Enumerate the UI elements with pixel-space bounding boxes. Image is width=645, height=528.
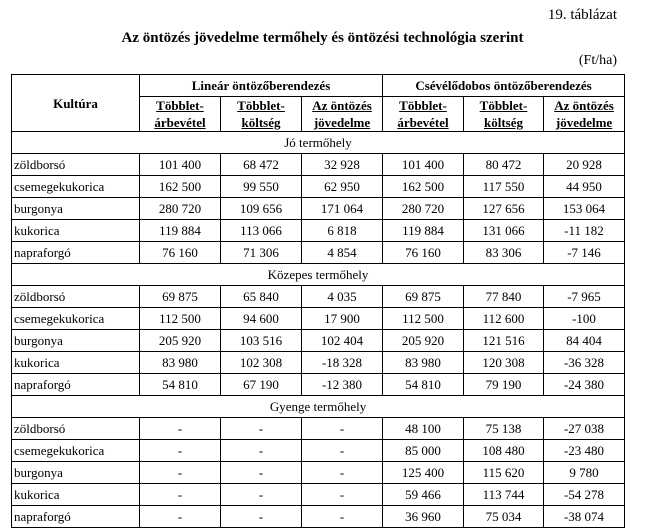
crop-cell: burgonya [12,198,140,220]
value-cell: 32 928 [302,154,383,176]
value-cell: 102 404 [302,330,383,352]
value-cell: 76 160 [383,242,464,264]
table-row [12,352,625,374]
value-cell: 54 810 [140,374,221,396]
crop-cell: csemegekukorica [12,308,140,330]
value-cell: 94 600 [221,308,302,330]
value-cell: 113 744 [464,484,544,506]
value-cell: 112 600 [464,308,544,330]
header-group-reel: Csévélődobos öntözőberendezés [383,75,625,97]
table-row [12,286,625,308]
value-cell: -27 038 [544,418,625,440]
value-cell: 120 308 [464,352,544,374]
value-cell: - [302,462,383,484]
header-extra-revenue: Többlet- árbevétel [383,97,464,132]
crop-cell: zöldborsó [12,154,140,176]
value-cell: 59 466 [383,484,464,506]
table-row [12,176,625,198]
value-cell: 9 780 [544,462,625,484]
crop-cell: napraforgó [12,506,140,528]
value-cell: 76 160 [140,242,221,264]
header-irrigation-income: Az öntözés jövedelme [544,97,625,132]
value-cell: 4 854 [302,242,383,264]
value-cell: - [140,440,221,462]
table-row [12,242,625,264]
crop-cell: burgonya [12,330,140,352]
value-cell: 68 472 [221,154,302,176]
crop-cell: zöldborsó [12,418,140,440]
value-cell: - [302,506,383,528]
value-cell: - [221,418,302,440]
value-cell: 115 620 [464,462,544,484]
value-cell: 54 810 [383,374,464,396]
value-cell: 62 950 [302,176,383,198]
header-extra-cost: Többlet- költség [464,97,544,132]
value-cell: - [221,462,302,484]
value-cell: - [302,484,383,506]
value-cell: 171 064 [302,198,383,220]
value-cell: - [302,418,383,440]
crop-cell: csemegekukorica [12,176,140,198]
value-cell: 112 500 [140,308,221,330]
value-cell: 119 884 [383,220,464,242]
table-row [12,462,625,484]
table-row [12,330,625,352]
table-row [12,374,625,396]
value-cell: 17 900 [302,308,383,330]
table-row [12,198,625,220]
table-number: 19. táblázat [547,7,617,23]
value-cell: 205 920 [140,330,221,352]
value-cell: 71 306 [221,242,302,264]
value-cell: 77 840 [464,286,544,308]
value-cell: 83 980 [140,352,221,374]
value-cell: 131 066 [464,220,544,242]
value-cell: 121 516 [464,330,544,352]
value-cell: 117 550 [464,176,544,198]
value-cell: 6 818 [302,220,383,242]
value-cell: -54 278 [544,484,625,506]
value-cell: -24 380 [544,374,625,396]
value-cell: -7 965 [544,286,625,308]
header-group-row [12,75,625,97]
section-row [12,264,625,286]
section-title: Gyenge termőhely [12,396,625,418]
value-cell: 20 928 [544,154,625,176]
value-cell: 113 066 [221,220,302,242]
value-cell: 65 840 [221,286,302,308]
value-cell: 205 920 [383,330,464,352]
value-cell: 162 500 [140,176,221,198]
value-cell: -23 480 [544,440,625,462]
value-cell: - [302,440,383,462]
value-cell: 84 404 [544,330,625,352]
header-extra-cost: Többlet- költség [221,97,302,132]
table-row [12,418,625,440]
value-cell: 112 500 [383,308,464,330]
value-cell: - [221,506,302,528]
value-cell: - [140,506,221,528]
value-cell: 101 400 [383,154,464,176]
value-cell: 80 472 [464,154,544,176]
value-cell: -38 074 [544,506,625,528]
value-cell: 75 034 [464,506,544,528]
section-row [12,132,625,154]
table-row [12,154,625,176]
header-crop: Kultúra [12,75,140,132]
table-title: Az öntözés jövedelme termőhely és öntözési technológia szerint [121,30,524,46]
table-row [12,484,625,506]
value-cell: 280 720 [140,198,221,220]
value-cell: 101 400 [140,154,221,176]
value-cell: -12 380 [302,374,383,396]
crop-cell: csemegekukorica [12,440,140,462]
value-cell: 102 308 [221,352,302,374]
value-cell: - [140,462,221,484]
table-row [12,506,625,528]
section-title: Jó termőhely [12,132,625,154]
value-cell: 83 306 [464,242,544,264]
value-cell: - [140,418,221,440]
value-cell: 162 500 [383,176,464,198]
value-cell: - [221,484,302,506]
value-cell: 67 190 [221,374,302,396]
value-cell: -36 328 [544,352,625,374]
value-cell: 75 138 [464,418,544,440]
header-group-linear: Lineár öntözőberendezés [140,75,383,97]
value-cell: 4 035 [302,286,383,308]
crop-cell: napraforgó [12,242,140,264]
crop-cell: kukorica [12,484,140,506]
value-cell: 153 064 [544,198,625,220]
value-cell: 109 656 [221,198,302,220]
crop-cell: zöldborsó [12,286,140,308]
value-cell: -11 182 [544,220,625,242]
value-cell: 119 884 [140,220,221,242]
table-row [12,220,625,242]
crop-cell: napraforgó [12,374,140,396]
income-table [11,74,625,528]
value-cell: -100 [544,308,625,330]
section-title: Közepes termőhely [12,264,625,286]
header-irrigation-income: Az öntözés jövedelme [302,97,383,132]
table-body [12,132,625,528]
value-cell: 83 980 [383,352,464,374]
value-cell: 69 875 [140,286,221,308]
value-cell: 79 190 [464,374,544,396]
value-cell: 48 100 [383,418,464,440]
value-cell: 69 875 [383,286,464,308]
value-cell: 103 516 [221,330,302,352]
value-cell: 280 720 [383,198,464,220]
crop-cell: kukorica [12,352,140,374]
crop-cell: kukorica [12,220,140,242]
section-row [12,396,625,418]
value-cell: -18 328 [302,352,383,374]
value-cell: -7 146 [544,242,625,264]
value-cell: - [140,484,221,506]
value-cell: 36 960 [383,506,464,528]
value-cell: - [221,440,302,462]
table-row [12,440,625,462]
unit-label: (Ft/ha) [578,53,617,68]
table-row [12,308,625,330]
value-cell: 85 000 [383,440,464,462]
header-extra-revenue: Többlet- árbevétel [140,97,221,132]
value-cell: 127 656 [464,198,544,220]
value-cell: 44 950 [544,176,625,198]
value-cell: 125 400 [383,462,464,484]
value-cell: 108 480 [464,440,544,462]
value-cell: 99 550 [221,176,302,198]
crop-cell: burgonya [12,462,140,484]
